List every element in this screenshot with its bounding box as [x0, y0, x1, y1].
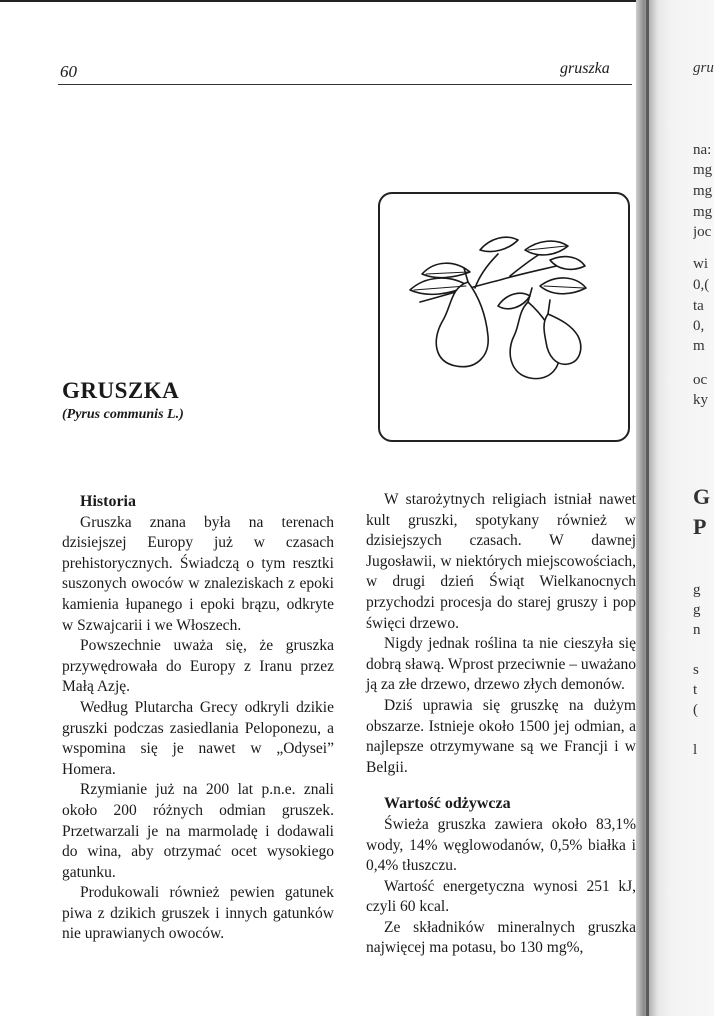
gutter-shadow — [646, 0, 649, 1016]
next-page-line: 0,( — [693, 277, 710, 293]
next-page-line: na: — [693, 142, 712, 158]
next-page-line: mg — [693, 183, 713, 199]
paragraph: Nigdy jednak roślina ta nie cieszyła się dobrą sławą. Wprost przeciwnie – uważano ją za złe drzewo, drzewo złych demonów. — [366, 635, 637, 694]
next-page-fragment — [693, 0, 714, 1016]
next-page-running-head: gru — [693, 60, 714, 76]
next-page-line: joc — [693, 224, 712, 240]
next-page-line: t — [693, 682, 698, 698]
header-rule — [58, 84, 632, 85]
section-heading-historia: Historia — [80, 493, 136, 510]
next-page-line: mg — [693, 204, 713, 220]
next-page-line: g — [693, 582, 701, 598]
next-page-line: m — [693, 338, 705, 354]
next-page-line: oc — [693, 372, 708, 388]
paragraph: Według Plutarcha Grecy odkryli dzikie gruszki podczas zasiedlania Peloponezu, a wspomina się je nawet w „Odysei” Homera. — [62, 698, 334, 778]
paragraph: Produkowali również pewien gatunek piwa z dzikich gruszek i innych gatunków nie uprawianych owoców. — [62, 884, 334, 943]
article-title: GRUSZKA — [62, 378, 180, 403]
paragraph: Ze składników mineralnych gruszka najwięcej ma potasu, bo 130 mg%, — [366, 918, 636, 957]
latin-name: (Pyrus communis L.) — [62, 407, 184, 422]
paragraph: Świeża gruszka zawiera około 83,1% wody, 14% węglowodanów, 0,5% białka i 0,4% tłuszczu. — [366, 815, 636, 875]
paragraph: Wartość energetyczna wynosi 251 kJ, czyli 60 kcal. — [366, 877, 636, 916]
pear-branch-icon — [380, 194, 628, 440]
next-page-line: g — [693, 602, 701, 618]
next-page-line: wi — [693, 256, 708, 272]
next-page-line: mg — [693, 162, 713, 178]
next-page-line: s — [693, 662, 699, 678]
right-column — [366, 490, 636, 959]
next-page-line: G — [693, 484, 711, 509]
paragraph: Rzymianie już na 200 lat p.n.e. znali około 200 różnych odmian gruszek. Przetwarzali je na marmoladę i dodawali do wina, aby otrzymać ocet wysokiego gatunku. — [62, 781, 334, 881]
running-head: gruszka — [560, 60, 610, 77]
next-page-line: ta — [693, 298, 704, 314]
section-heading-wartosc: Wartość odżywcza — [384, 795, 511, 813]
pear-illustration-frame — [378, 192, 630, 442]
next-page-line: ( — [693, 702, 698, 718]
left-column — [62, 490, 334, 945]
paragraph: Gruszka znana była na terenach dzisiejszej Europy już w czasach prehistorycznych. Świadczą o tym resztki suszonych owoców w znaleziskach z epoki kamienia łupanego i epoki brązu, odkryte w Szwajcarii i we Włoszech. — [62, 513, 334, 634]
next-page-line: l — [693, 742, 698, 758]
page-top-edge — [0, 0, 714, 2]
paragraph: Dziś uprawia się gruszkę na dużym obszarze. Istnieje około 1500 jej odmian, a najlepsze otrzymywane są we Francji i w Belgii. — [366, 696, 636, 776]
next-page-line: 0, — [693, 318, 705, 334]
paragraph: W starożytnych religiach istniał nawet kult gruszki, spotykany również w dzisiejszych czasach. W dawnej Jugosławii, w niektórych miejscowościach, w drugi dzień Świąt Wielkanocnych przychodzi procesja do starej gruszy i pop święci drzewo. — [366, 491, 636, 632]
page-number: 60 — [60, 62, 77, 81]
paragraph: Powszechnie uważa się, że gruszka przywędrowała do Europy z Iranu przez Małą Azję. — [62, 637, 334, 696]
next-page-line: ky — [693, 392, 708, 408]
next-page-line: n — [693, 622, 701, 638]
next-page-line: P — [693, 514, 707, 539]
